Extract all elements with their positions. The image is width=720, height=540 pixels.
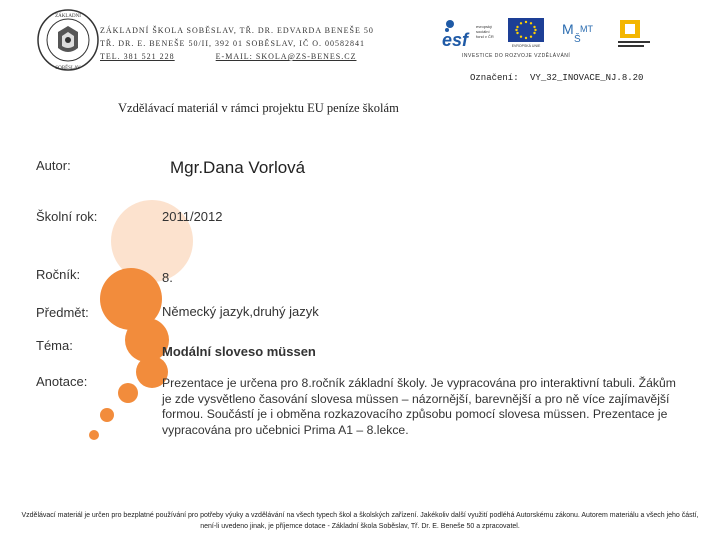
svg-text:fond v ČR: fond v ČR xyxy=(476,34,494,39)
school-address: TŘ. DR. E. BENEŠE 50/II, 392 01 SOBĚSLAV, IČ O. 00582841 xyxy=(100,39,366,48)
decor-circle xyxy=(118,383,138,403)
svg-text:MT: MT xyxy=(580,24,593,34)
project-subtitle: Vzdělávací materiál v rámci projektu EU peníze školám xyxy=(118,101,399,115)
annotation-label: Anotace: xyxy=(36,374,88,389)
msmt-logo xyxy=(560,18,596,48)
svg-text:Š: Š xyxy=(574,34,581,45)
svg-text:esf: esf xyxy=(442,30,469,48)
school-contact xyxy=(100,50,374,63)
esf-logo xyxy=(440,18,502,48)
annotation-value: Prezentace je určena pro 8.ročník základní školy. Je vypracována pro interaktivní tabuli. Žákům je zde vysvětleno časování slovesa müssen – názornější, barevnější a pro ně více zajímavější formou. Součástí je i obměna rozkazovacího způsobu pomocí slovesa müssen. Prezentace je vypracována pro učebnici Prima A1 – 8.lekce. xyxy=(162,376,676,437)
school-name: ZÁKLADNÍ ŠKOLA SOBĚSLAV, TŘ. DR. EDVARDA BENEŠE 50 xyxy=(100,26,374,35)
svg-text:ZÁKLADNÍ: ZÁKLADNÍ xyxy=(55,14,81,19)
school-year-label: Školní rok: xyxy=(36,209,98,224)
svg-text:evropský: evropský xyxy=(476,24,493,29)
material-code-value: VY_32_INOVACE_NJ.8.20 xyxy=(530,73,644,83)
school-header xyxy=(100,24,374,63)
topic-label: Téma: xyxy=(36,338,73,353)
school-phone: TEL. 381 521 228 xyxy=(100,52,175,61)
author-label: Autor: xyxy=(36,158,71,173)
school-seal-logo xyxy=(36,8,100,72)
material-code xyxy=(470,73,643,83)
op-vk-logo xyxy=(616,18,652,48)
school-email: E-MAIL: SKOLA@ZS-BENES.CZ xyxy=(215,52,357,61)
footer-disclaimer: Vzdělávací materiál je určen pro bezplatné používání pro potřeby výuky a vzdělávání na všech typech škol a školských zařízení. Jakékoliv další využití podléhá Autorskému zákonu. Autorem materiálu a všech jeho částí, není-li uvedeno jinak, je příjemce dotace - Základní škola Soběslav, Tř. Dr. E. Beneše 50 a zpracovatel. xyxy=(21,512,699,530)
svg-text:sociální: sociální xyxy=(476,29,490,34)
decor-circle xyxy=(89,430,99,440)
svg-text:M: M xyxy=(562,21,574,37)
topic-value: Modální sloveso müssen xyxy=(162,344,316,359)
grade-label: Ročník: xyxy=(36,267,81,282)
author-value: Mgr.Dana Vorlová xyxy=(170,158,306,177)
eu-flag-logo xyxy=(506,18,546,48)
subject-label: Předmět: xyxy=(36,305,89,320)
subject-value: Německý jazyk,druhý jazyk xyxy=(162,304,319,319)
invest-caption: INVESTICE DO ROZVOJE VZDĚLÁVÁNÍ xyxy=(462,53,571,59)
svg-text:EVROPSKÁ UNIE: EVROPSKÁ UNIE xyxy=(511,44,541,48)
school-year-value: 2011/2012 xyxy=(162,209,223,224)
grade-value: 8. xyxy=(162,270,173,285)
svg-text:SOBĚSLAV: SOBĚSLAV xyxy=(55,66,81,71)
decor-circle xyxy=(100,408,114,422)
material-code-label: Označení: xyxy=(470,73,519,83)
